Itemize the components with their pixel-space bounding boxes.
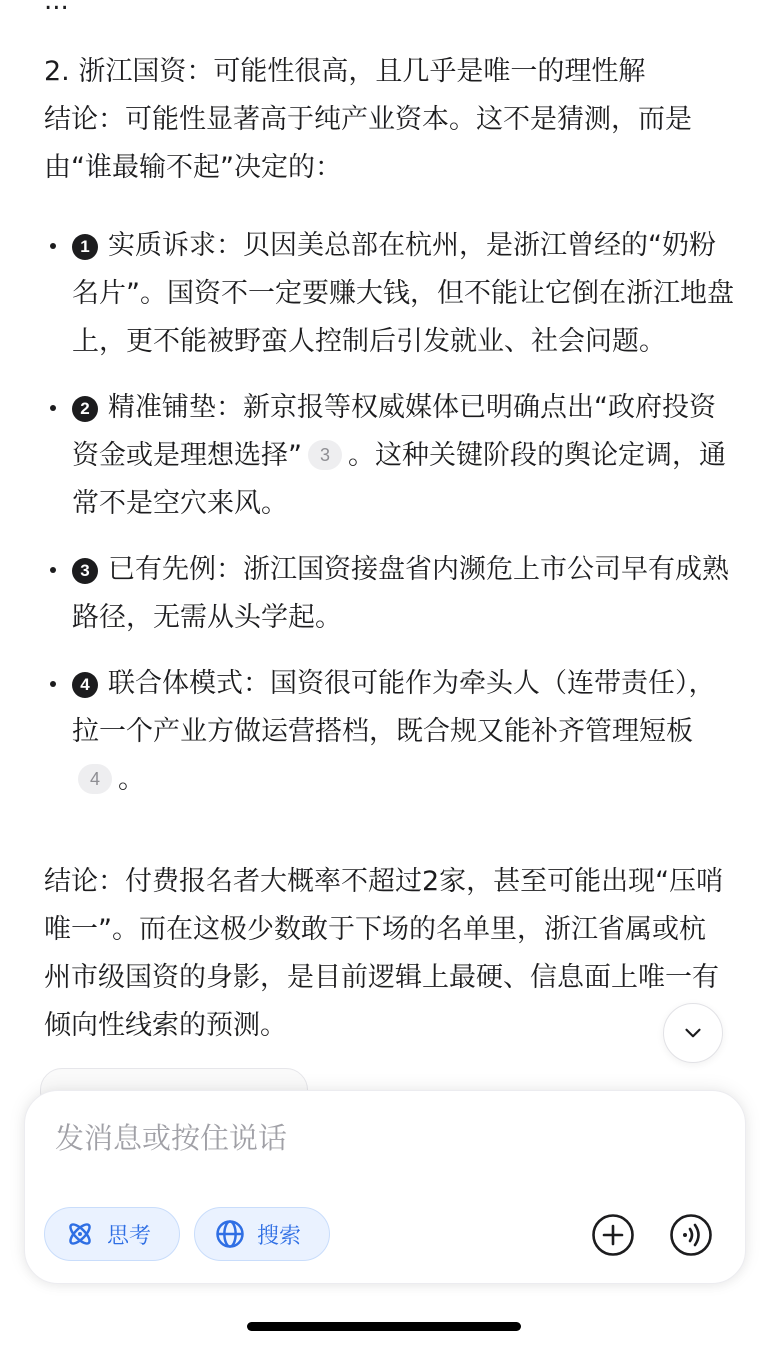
globe-icon [215, 1219, 245, 1249]
bullet-dot [50, 405, 56, 411]
search-button[interactable] [194, 1207, 330, 1261]
list-item [44, 222, 734, 366]
list-item-tail: 。 [118, 764, 145, 795]
citation-badge[interactable]: 3 [308, 440, 342, 470]
search-label: 搜索 [257, 1223, 302, 1249]
list-item-tail: 。这种关键阶段的舆论定调，通常不是空穴来风。 [72, 440, 726, 519]
bullet-dot [50, 567, 56, 573]
section-conclusion: 结论：可能性显著高于纯产业资本。这不是猜测，而是由“谁最输不起”决定的： [44, 104, 692, 183]
think-button[interactable] [44, 1207, 180, 1261]
list-item [44, 546, 734, 642]
scrolled-text-fragment [44, 0, 114, 16]
bullet-list [44, 222, 734, 804]
list-item [44, 384, 734, 528]
bullet-dot [50, 243, 56, 249]
top-fragment-text: ... [44, 0, 69, 16]
message-input[interactable] [55, 1117, 695, 1159]
home-indicator[interactable] [247, 1322, 521, 1331]
add-button[interactable] [591, 1213, 635, 1257]
list-item [44, 660, 734, 804]
section-heading: 2. 浙江国资：可能性很高，且几乎是唯一的理性解 [44, 56, 646, 87]
citation-badge[interactable]: 4 [78, 764, 112, 794]
scroll-down-button[interactable] [663, 1003, 723, 1063]
number-badge: 4 [72, 672, 98, 698]
number-badge: 2 [72, 396, 98, 422]
voice-wave-icon [669, 1213, 713, 1257]
number-badge: 3 [72, 558, 98, 584]
list-item-text: 实质诉求：贝因美总部在杭州，是浙江曾经的“奶粉名片”。国资不一定要赚大钱，但不能让它倒在浙江地盘上，更不能被野蛮人控制后引发就业、社会问题。 [72, 230, 734, 357]
list-item-text: 精准铺垫：新京报等权威媒体已明确点出“政府投资资金或是理想选择” [72, 392, 716, 471]
message-composer [24, 1090, 746, 1284]
final-conclusion: 结论：付费报名者大概率不超过2家，甚至可能出现“压哨唯一”。而在这极少数敢于下场的名单里，浙江省属或杭州市级国资的身影，是目前逻辑上最硬、信息面上唯一有倾向性线索的预测。 [44, 866, 724, 1041]
number-badge: 1 [72, 234, 98, 260]
chevron-down-icon [680, 1020, 706, 1046]
bullet-dot [50, 681, 56, 687]
list-item-text: 联合体模式：国资很可能作为牵头人（连带责任），拉一个产业方做运营搭档，既合规又能补齐管理短板 [72, 668, 716, 747]
atom-icon [65, 1219, 95, 1249]
list-item-text: 已有先例：浙江国资接盘省内濒危上市公司早有成熟路径，无需从头学起。 [72, 554, 729, 633]
plus-circle-icon [591, 1213, 635, 1257]
voice-button[interactable] [669, 1213, 713, 1257]
think-label: 思考 [107, 1223, 152, 1249]
